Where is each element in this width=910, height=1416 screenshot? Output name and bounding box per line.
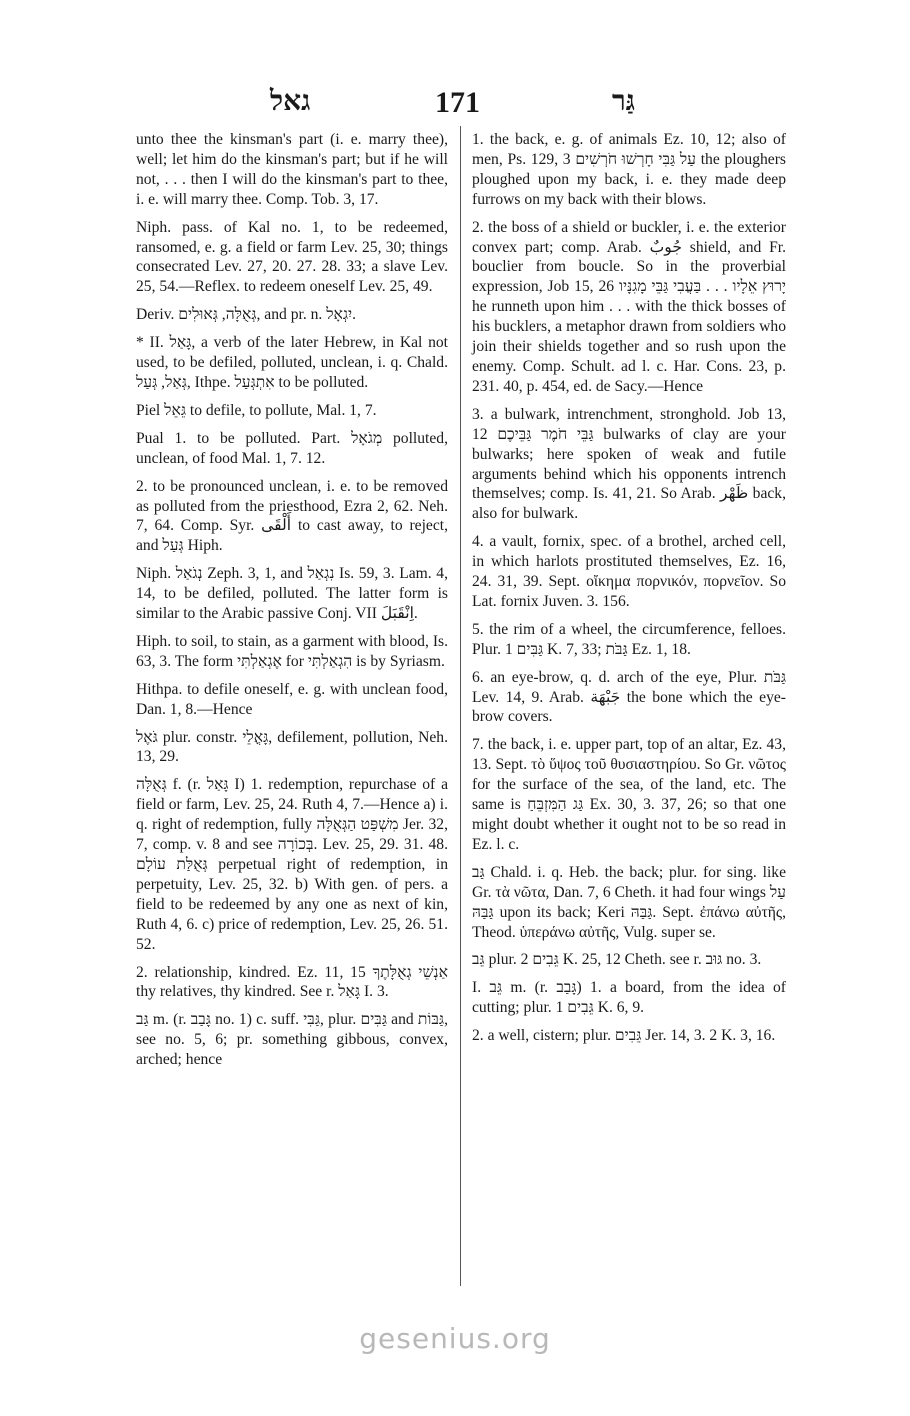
entry-paragraph: 3. a bulwark, intrenchment, stronghold. Job 13, 12 גַּבֵּי חֹמֶר גַּבֵּיכֶם bulwarks of clay are your bulwarks; here spoken of weak and futile arguments behind which his opponents intrench themselves; comp. Is. 41, 21. So Arab. ظَهْر back, also for bulwark. bbox=[472, 405, 787, 523]
entry-paragraph: 5. the rim of a wheel, the circumference, felloes. Plur. גַּבִּים 1 K. 7, 33; גַּבֹּת Ez. 1, 18. bbox=[472, 620, 786, 658]
entry-paragraph: גֵּב plur. גֵּבִים 2 K. 25, 12 Cheth. see r. גּוּב no. 3. bbox=[472, 951, 762, 969]
header-left-word: גאל bbox=[270, 86, 311, 117]
entry-paragraph: 6. an eye-brow, q. d. arch of the eye, Plur. גַּבֹּת Lev. 14, 9. Arab. جَبْهَة the bone which the eye-brow covers. bbox=[472, 668, 786, 726]
entry-paragraph: 7. the back, i. e. upper part, top of an altar, Ez. 43, 13. Sept. τὸ ὕψος τοῦ θυσιαστηρίου. So Gr. νῶτος for the surface of the sea, of the land, etc. The same is גַּג הַמִּזְבֵּחַ Ex. 30, 3. 37, 26; so that one might doubt whether it ought not to be so read in Ez. l. c. bbox=[472, 736, 786, 853]
entry-paragraph: 2. to be pronounced unclean, i. e. to be removed as polluted from the priesthood, Ezra 2, 62. Neh. 7, 64. Comp. Syr. أَلْقَى to cast away, to reject, and גְּעַל Hiph. bbox=[136, 477, 448, 555]
entry-paragraph: unto thee the kinsman's part (i. e. marry thee), well; let him do the kinsman's part; but if he will not, . . . then I will do the kinsman's part to thee, i. e. will marry thee. Comp. Tob. 3, 17. bbox=[136, 131, 448, 208]
column-divider bbox=[460, 126, 461, 1286]
entry-paragraph: 2. relationship, kindred. Ez. 11, 15 אַנְשֵׁי גְאֻלָּתֶךָ thy relatives, thy kindred. See r. גָּאַל I. 3. bbox=[136, 963, 448, 1001]
entry-paragraph: Deriv. גְּאֻלָּה, גְּאוּלִים, and pr. n. יִגְאָל. bbox=[136, 306, 357, 324]
entry-paragraph: גַּב m. (r. גָּבַב no. 1) c. suff. גַּבִּי, plur. גַּבִּים and גַּבּוֹת, see no. 5, 6; pr. something gibbous, convex, arched; hence bbox=[136, 1011, 448, 1069]
entry-paragraph: Niph. נְגֹאַל Zeph. 3, 1, and נִגְאַל Is. 59, 3. Lam. 4, 14, to be defiled, polluted. The latter form is similar to the Arabic passive Conj. VII اِنْقَبَلَ. bbox=[136, 565, 448, 623]
entry-paragraph: * II. גָּאַל, a verb of the later Hebrew, in Kal not used, to be defiled, polluted, unclean, i. q. Chald. גְּאַל, גְּעַל, Ithpe. אִתְגְּעַל to be polluted. bbox=[136, 334, 448, 391]
entry-paragraph: גֹּאֶל plur. constr. גָּאֳלֵי, defilement, pollution, Neh. 13, 29. bbox=[136, 728, 448, 766]
entry-paragraph: I. גֵּב m. (r. גָּבַב) 1. a board, from the idea of cutting; plur. גֵּבִים 1 K. 6, 9. bbox=[472, 979, 787, 1017]
right-column bbox=[472, 130, 786, 1054]
entry-paragraph: גַּב Chald. i. q. Heb. the back; plur. for sing. like Gr. τὰ νῶτα, Dan. 7, 6 Cheth. it had four wings עַל גַּבַּהּ upon its back; Keri גַּבַּהּ. Sept. ἐπάνω αὐτῆς, Theod. ὑπεράνω αὐτῆς, Vulg. super se. bbox=[472, 863, 786, 941]
entry-paragraph: Pual 1. to be polluted. Part. מְגֹאָל polluted, unclean, of food Mal. 1, 7. 12. bbox=[136, 429, 448, 467]
entry-paragraph: 4. a vault, fornix, spec. of a brothel, arched cell, in which harlots prostituted themselves, Ez. 16, 24. 31, 39. Sept. οἴκημα πορνικόν, πορνεῖον. So Lat. fornix Juven. 3. 156. bbox=[472, 533, 786, 610]
entry-paragraph: Piel גֵּאֵל to defile, to pollute, Mal. 1, 7. bbox=[136, 401, 377, 419]
site-watermark: gesenius.org bbox=[359, 1322, 551, 1355]
left-column bbox=[136, 130, 448, 1078]
entry-paragraph: Hiph. to soil, to stain, as a garment with blood, Is. 63, 3. The form אֶגְאַלְתִּי for הִגְאַלְתִּי is by Syriasm. bbox=[136, 632, 448, 670]
entry-paragraph: 1. the back, e. g. of animals Ez. 10, 12; also of men, Ps. 129, 3 עַל גַּבִּי חָרְשׁוּ חֹרְשִׁים the ploughers ploughed upon my back, i. e. they made deep furrows on my back with their blows. bbox=[472, 131, 786, 208]
entry-paragraph: 2. the boss of a shield or buckler, i. e. the exterior convex part; comp. Arab. جُوبٌ shield, and Fr. bouclier from boucle. So in the proverbial expression, Job 15, 26 יָרוּץ אֵלָיו . . . בַּעֲבִי גַּבֵּי מָגִנָּיו he runneth upon him . . . with the thick bosses of his bucklers, a metaphor drawn from soldiers who join their shields together and so rush upon the enemy. Comp. Schult. ad l. c. Har. Cons. 23, p. 231. 40, p. 454, ed. de Sacy.—Hence bbox=[472, 218, 786, 395]
entry-paragraph: Hithpa. to defile oneself, e. g. with unclean food, Dan. 1, 8.—Hence bbox=[136, 680, 448, 718]
page-number: 171 bbox=[435, 86, 480, 119]
entry-paragraph: Niph. pass. of Kal no. 1, to be redeemed, ransomed, e. g. a field or farm Lev. 25, 30; things consecrated Lev. 27, 20. 27. 28. 33; a slave Lev. 25, 54.—Reflex. to redeem oneself Lev. 25, 49. bbox=[136, 218, 448, 296]
entry-paragraph: 2. a well, cistern; plur. גֵּבִים Jer. 14, 3. 2 K. 3, 16. bbox=[472, 1027, 776, 1045]
page-header bbox=[0, 86, 910, 126]
header-right-word: גַּר bbox=[612, 86, 635, 117]
entry-paragraph: גְּאֻלָּה f. (r. גָּאַל I) 1. redemption, repurchase of a field or farm, Lev. 25, 24. Ruth 4, 7.—Hence a) i. q. right of redemption, fully מִשְׁפַּט הַגְּאֻלָּה Jer. 32, 7, comp. v. 8 and see בְּכוֹרָה. Lev. 25, 29. 31. 48. גְּאֻלַּת עוֹלָם perpetual right of redemption, in perpetuity, Lev. 25, 32. b) With gen. of pers. a field to be redeemed by any one as next of kin, Ruth 4, 6. c) price of redemption, Lev. 25, 26. 51. 52. bbox=[136, 776, 449, 953]
